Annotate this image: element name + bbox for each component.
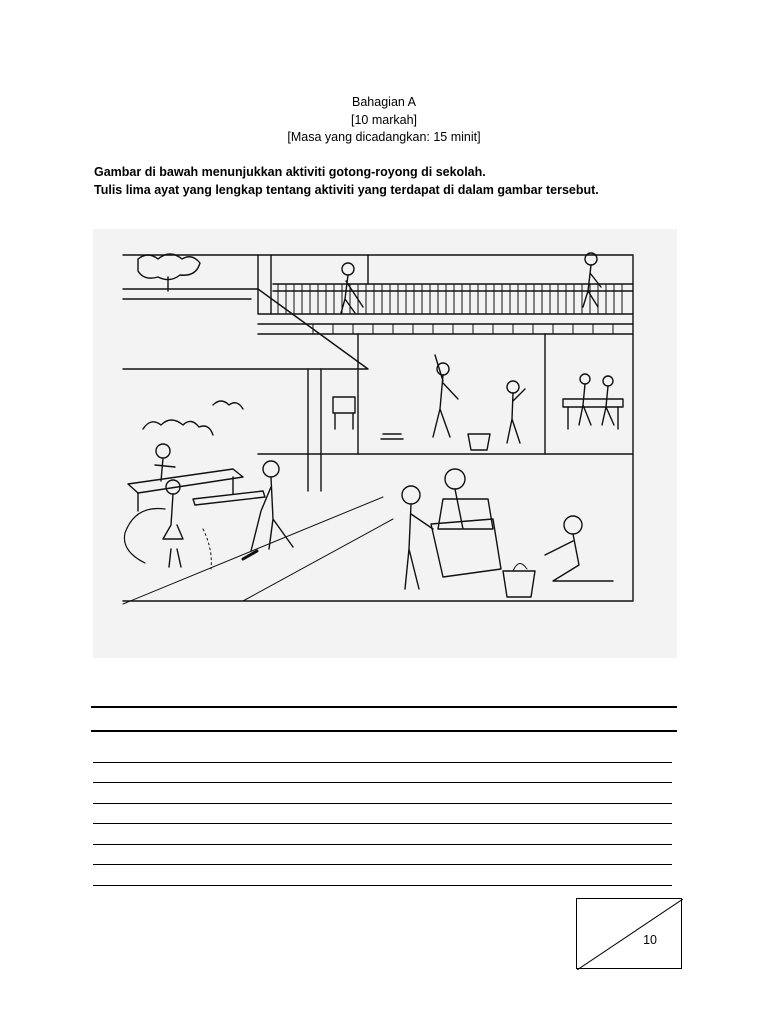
suggested-time-label: [Masa yang dicadangkan: 15 minit] [287,130,481,144]
writing-line[interactable] [93,804,672,825]
writing-line[interactable] [93,865,672,886]
answer-writing-lines [93,742,672,886]
score-box-diagonal [577,899,683,970]
answer-area-second-rule [91,730,677,732]
total-marks: 10 [643,933,657,947]
section-header [0,94,768,147]
instruction-line-1: Gambar di bawah menunjukkan aktiviti gotong-royong di sekolah. [94,165,486,179]
writing-line[interactable] [93,845,672,866]
instruction-line-2: Tulis lima ayat yang lengkap tentang aktiviti yang terdapat di dalam gambar tersebut. [94,183,599,197]
answer-area-top-rule [91,706,677,708]
writing-line[interactable] [93,824,672,845]
writing-line[interactable] [93,783,672,804]
writing-line[interactable] [93,763,672,784]
marks-label: [10 markah] [350,112,417,127]
score-box [576,898,682,969]
gotong-royong-illustration [93,229,677,658]
writing-line[interactable] [93,742,672,763]
section-title: Bahagian A [352,95,416,109]
question-instructions [94,163,694,199]
